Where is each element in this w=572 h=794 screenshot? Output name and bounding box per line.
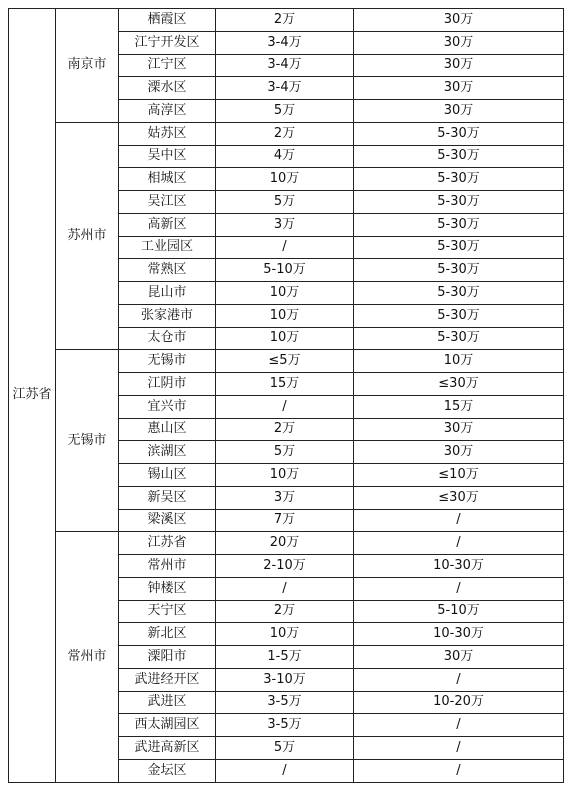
district-cell: 吴中区 — [119, 145, 216, 168]
district-cell: 溧阳市 — [119, 646, 216, 669]
district-cell: 高淳区 — [119, 100, 216, 123]
district-cell: 江苏省 — [119, 532, 216, 555]
subsidy-table — [8, 8, 564, 783]
table-row — [9, 122, 564, 145]
amount-b-cell: 5-30万 — [354, 327, 564, 350]
amount-a-cell: 10万 — [216, 327, 354, 350]
district-cell: 常州市 — [119, 555, 216, 578]
amount-b-cell: 5-30万 — [354, 122, 564, 145]
district-cell: 金坛区 — [119, 759, 216, 782]
amount-b-cell: 5-30万 — [354, 259, 564, 282]
district-cell: 钟楼区 — [119, 577, 216, 600]
amount-a-cell: ≤5万 — [216, 350, 354, 373]
district-cell: 江宁区 — [119, 54, 216, 77]
amount-b-cell: 5-30万 — [354, 236, 564, 259]
district-cell: 新吴区 — [119, 486, 216, 509]
amount-b-cell: 5-30万 — [354, 168, 564, 191]
amount-a-cell: 15万 — [216, 373, 354, 396]
district-cell: 昆山市 — [119, 282, 216, 305]
amount-a-cell: 5万 — [216, 441, 354, 464]
district-cell: 江宁开发区 — [119, 31, 216, 54]
amount-b-cell: ≤10万 — [354, 464, 564, 487]
amount-a-cell: 10万 — [216, 304, 354, 327]
amount-b-cell: / — [354, 714, 564, 737]
district-cell: 溧水区 — [119, 77, 216, 100]
amount-b-cell: 5-30万 — [354, 191, 564, 214]
amount-b-cell: / — [354, 577, 564, 600]
amount-a-cell: 2万 — [216, 9, 354, 32]
table-row — [9, 532, 564, 555]
amount-b-cell: / — [354, 737, 564, 760]
district-cell: 太仓市 — [119, 327, 216, 350]
district-cell: 锡山区 — [119, 464, 216, 487]
amount-a-cell: 10万 — [216, 464, 354, 487]
amount-b-cell: 30万 — [354, 9, 564, 32]
district-cell: 武进区 — [119, 691, 216, 714]
amount-a-cell: 2万 — [216, 122, 354, 145]
district-cell: 张家港市 — [119, 304, 216, 327]
district-cell: 梁溪区 — [119, 509, 216, 532]
amount-a-cell: 1-5万 — [216, 646, 354, 669]
district-cell: 宜兴市 — [119, 395, 216, 418]
district-cell: 工业园区 — [119, 236, 216, 259]
amount-b-cell: 30万 — [354, 77, 564, 100]
amount-a-cell: / — [216, 759, 354, 782]
amount-a-cell: / — [216, 577, 354, 600]
amount-b-cell: 5-30万 — [354, 304, 564, 327]
amount-a-cell: 10万 — [216, 623, 354, 646]
amount-a-cell: 5-10万 — [216, 259, 354, 282]
city-cell: 苏州市 — [56, 122, 119, 350]
amount-b-cell: / — [354, 668, 564, 691]
amount-b-cell: ≤30万 — [354, 373, 564, 396]
amount-b-cell: 30万 — [354, 441, 564, 464]
amount-a-cell: 3-10万 — [216, 668, 354, 691]
amount-a-cell: 3-4万 — [216, 54, 354, 77]
amount-b-cell: 10-30万 — [354, 555, 564, 578]
amount-a-cell: 3-5万 — [216, 691, 354, 714]
amount-b-cell: 30万 — [354, 54, 564, 77]
district-cell: 惠山区 — [119, 418, 216, 441]
city-cell: 南京市 — [56, 9, 119, 123]
district-cell: 武进经开区 — [119, 668, 216, 691]
province-cell: 江苏省 — [9, 9, 56, 783]
district-cell: 姑苏区 — [119, 122, 216, 145]
amount-a-cell: 3万 — [216, 486, 354, 509]
district-cell: 江阴市 — [119, 373, 216, 396]
district-cell: 高新区 — [119, 213, 216, 236]
amount-b-cell: 5-30万 — [354, 145, 564, 168]
amount-a-cell: 10万 — [216, 168, 354, 191]
amount-a-cell: 3万 — [216, 213, 354, 236]
amount-b-cell: / — [354, 759, 564, 782]
amount-a-cell: 3-4万 — [216, 77, 354, 100]
amount-b-cell: 5-10万 — [354, 600, 564, 623]
amount-b-cell: / — [354, 532, 564, 555]
amount-b-cell: 30万 — [354, 100, 564, 123]
amount-a-cell: / — [216, 236, 354, 259]
district-cell: 武进高新区 — [119, 737, 216, 760]
district-cell: 相城区 — [119, 168, 216, 191]
amount-a-cell: 3-5万 — [216, 714, 354, 737]
amount-b-cell: / — [354, 509, 564, 532]
amount-a-cell: 3-4万 — [216, 31, 354, 54]
amount-b-cell: ≤30万 — [354, 486, 564, 509]
amount-a-cell: 7万 — [216, 509, 354, 532]
amount-a-cell: 5万 — [216, 100, 354, 123]
district-cell: 新北区 — [119, 623, 216, 646]
district-cell: 吴江区 — [119, 191, 216, 214]
amount-a-cell: 5万 — [216, 191, 354, 214]
amount-a-cell: 10万 — [216, 282, 354, 305]
district-cell: 栖霞区 — [119, 9, 216, 32]
district-cell: 西太湖园区 — [119, 714, 216, 737]
amount-a-cell: / — [216, 395, 354, 418]
city-cell: 无锡市 — [56, 350, 119, 532]
amount-b-cell: 30万 — [354, 31, 564, 54]
amount-b-cell: 30万 — [354, 418, 564, 441]
amount-b-cell: 30万 — [354, 646, 564, 669]
amount-a-cell: 2万 — [216, 418, 354, 441]
amount-a-cell: 4万 — [216, 145, 354, 168]
amount-b-cell: 5-30万 — [354, 213, 564, 236]
city-cell: 常州市 — [56, 532, 119, 782]
district-cell: 无锡市 — [119, 350, 216, 373]
amount-b-cell: 15万 — [354, 395, 564, 418]
amount-a-cell: 2-10万 — [216, 555, 354, 578]
district-cell: 常熟区 — [119, 259, 216, 282]
amount-b-cell: 5-30万 — [354, 282, 564, 305]
table-row — [9, 350, 564, 373]
amount-a-cell: 5万 — [216, 737, 354, 760]
district-cell: 滨湖区 — [119, 441, 216, 464]
amount-b-cell: 10万 — [354, 350, 564, 373]
amount-a-cell: 2万 — [216, 600, 354, 623]
amount-b-cell: 10-30万 — [354, 623, 564, 646]
table-row — [9, 9, 564, 32]
amount-a-cell: 20万 — [216, 532, 354, 555]
amount-b-cell: 10-20万 — [354, 691, 564, 714]
district-cell: 天宁区 — [119, 600, 216, 623]
